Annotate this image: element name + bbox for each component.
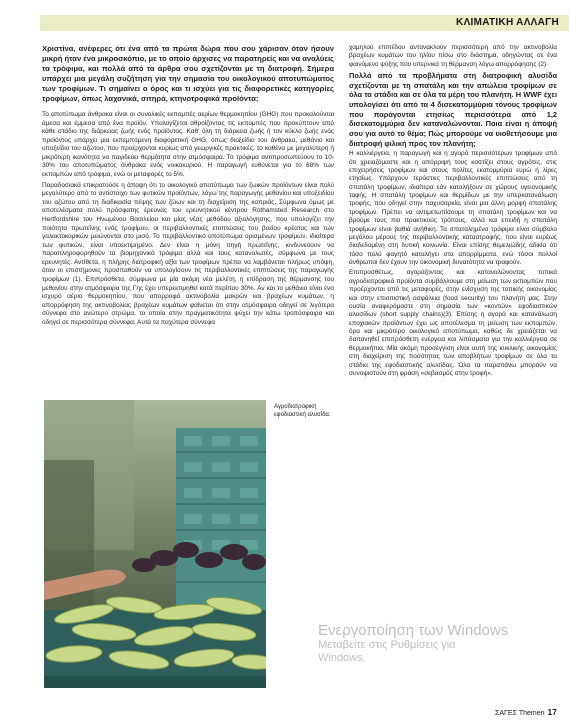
section-title: ΚΛΙΜΑΤΙΚΗ ΑΛΛΑΓΗ [456,17,559,28]
intro-question: Χριστίνα, ανέφερες ότι ένα από τα πρώτα δώρα που σου χάρισαν όταν ήσουν μικρή ήταν ένα μικροσκόπιο, με το οποίο άρχισες να παρατηρείς και να αναλύεις τα τρόφιμα, και πολλά από τα άρθρα σου σχετίζονται με τη διατροφή. Σήμερα υπάρχει μια μεγάλη συζήτηση για την σημασία του οικολογικού αποτυπώματος των τροφίμων. Τι σημαίνει ο όρος και τι ισχύει για τις διαφορετικές κατηγορίες τροφίμων, όπως λαχανικά, σιτηρά, κτηνοτροφικά προϊόντα; [42,44,334,104]
interview-question-intro [42,44,334,106]
left-column-body [42,111,334,329]
body-paragraph: Επιπροσθέτως, αγοράζοντας και καταναλώνοντας τοπικά αγροδιατροφικά προϊόντα συμβάλλουμε στη μείωση των εκπομπών που προέρχονται από τις μεταφορές, στην ενίσχυση της τοπικής οικονομίας και στην επισιτιστική ασφάλεια (food security) του πλανήτη μας. Στην ουσία αναφερόμαστε στη σημασία των «κοντών» εφοδιαστικών αλυσίδων (short supply chains)(3). Επίσης η αγορά και κατανάλωση εποχιακών προϊόντων έχει ως αποτέλεσμα τη μείωση των εκπομπών, όρα και μικρότερο οικολογικό αποτύπωμα, καθώς δε χρειάζεται να δαπανηθεί επιπρόσθετη ενέργεια και λιπάσματα για την καλλιέργεια σε θερμοκήπια. Μία ακόμη προσέγγιση είναι αυτή της κυκλικής οικονομίας στη διαχείριση της ποσότητας των αποβλήτων τροφίμων σε όλα τα στάδια της εφοδιαστικής αλυσίδας. Όλα τα παραπάνω μπορούν να συνοψιστούν στη φράση «σεβασμός στην τροφή». [349,269,557,377]
watermark-line: Μεταβείτε στις Ρυθμίσεις για [318,639,456,652]
body-paragraph: Το αποτύπωμα άνθρακα είναι οι συνολικές εκπομπές αερίων θερμοκηπίου (GHG) που προκαλούνται άμεσα και έμμεσα από ένα προϊόν. Υπολογίζεται αθροίζοντας τις εκπομπές που προκύπτουν από κάθε στάδιο της διάρκειας ζωής ενός προϊόντος. Καθ' όλη τη διάρκεια ζωής ή τον κύκλο ζωής ενός προϊόντος υπάρχει μια εκπεμπόμενη διαφορετική GHG, όπως διοξείδιο του άνθρακα, μεθάνιο και υποξείδιο του αζώτου, που προέρχονται κυρίως από γεωργικές πρακτικές, το καθένα με μεγαλύτερη ή μικρότερη ικανότητα να παγιδεύει θερμότητα στην ατμόσφαιρα. Τα τρόφιμα αντιπροσωπεύουν το 10-30% του αποτυπώματος άνθρακα ενός νοικοκυριού. Η παραγωγή ευθύνεται για το 68% των εκπομπών από τρόφιμα, ενώ οι μεταφορές το 5%. [42,111,334,179]
section-header-bar [40,15,569,31]
body-paragraph: Παραδοσιακά επικρατούσε η άποψη ότι το οικολογικό αποτύπωμα των ζωικών προϊόντων είναι πολύ μεγαλύτερο από το αντίστοιχο των φυτικών προϊόντων, λόγω της παραγωγής μεθανίου και υποξειδίου του αζώτου από τη διαδικασία πέψης των ζώων και τη διαχείριση της κοπριάς. Σύμφωνα όμως με αποτελέσματα πολύ πρόσφατης έρευνας του ερευνητικού κέντρου Rothamsted Research στο Hertfordshire του Ηνωμένου Βασιλείου και μίας νέας μεθόδου αξιολόγησης, που υπολογίζει την ποιότητα πρωτεΐνης ενός τροφίμου, οι περιβαλλοντικές επιπτώσεις του βοείου κρέατος και των γαλακτοκομικών μειώνονται στο μισό. Το περιβαλλοντικό αποτύπωμα ορισμένων τροφίμων, ιδιαίτερα των φυτικών, είναι υποεκτιμημένο. Δεν είναι η μόνη πηγή πρωτεΐνης, κινδυνεύουν να παραπληροφορηθούν τα βιομηχανικά τρόφιμα αλλά και τους καταναλωτές, σύμφωνα με τους ερευνητές. Αντίθετα, η πλήρης διατροφική αξία των τροφίμων πρέπει να λαμβάνεται πλήρως υπόψη, όταν οι επιστήμονες προσπαθούν να υπολογίσουν τις περιβαλλοντικές επιπτώσεις της παραγωγής τροφίμων (1). Επιπρόσθετα, σύμφωνα με μία ακόμη νέα μελέτη, η επίδραση της θέρμανσης του μεθανίου στην ατμόσφαιρα της Γης έχει υπερεκτιμηθεί κατά περίπου 30%. Αν και το μεθάνιο είναι ένα ισχυρό αέριο θερμοκηπίου, που απορροφά ακτινοβολία μακρών και βραχέων κυμάτων, η απορρόφηση της ακτινοβολίας βραχέων κυμάτων φαίνεται ότι στην ατμόσφαιρα οδηγεί σε λιγότερα σύννεφα στο ανώτερο στρώμα, τα οποία στην πραγματικότητα ψύχει την κάτω τροπόσφαιρα και οδηγεί σε περισσότερα σύννεφα. Αυτά τα παχύτερα σύννεφα [42,181,334,326]
publication-name: ΣΑΓΕΣ Themen [495,710,545,717]
page-number: 17 [547,707,557,717]
right-column-body [349,44,557,380]
windows-activation-watermark [318,622,569,665]
body-paragraph: Η καλλιέργεια, η παραγωγή και η αγορά περισσότερων τροφίμων από ότι χρειαζόμαστε και η απόρριψή τους κοστίζει στους αγρότες, στις επιχειρήσεις τροφίμων και στους πολίτες εκατομμύρια ευρώ ή λίρες ετησίως. Υπάρχουν τεράστιες περιβαλλοντικές επιπτώσεις από τη σπατάλη τροφίμων, ιδιαίτερα εάν καταλήξουν σε χώρους υγειονομικής ταφής. Η σπατάλη τροφίμων και θερμίδων με την υπερκατανάλωση τροφής, που οδηγεί στην παχυσαρκία, είναι μια άλλη μορφή σπατάλης τροφίμων. Πρέπει να αντιμετωπίσουμε τη σπατάλη τροφίμων και να βρούμε τους πιο πρακτικούς τρόπους, αλλά και επειδή η σπατάλη τροφίμων είναι βαθιά ανήθικη. Τα σπαταλημένα τρόφιμα είναι σύμβολο μεγάλου μέρους της περιβαλλοντικής καταστροφής, που είναι ευρέως διαδεδομένη στη δυτική κοινωνία. Είναι επίσης θεμελιώδης αδικία ότι τόσο πολύ φαγητό καταλήγει στα απορρίμματα, ενώ τόσοι πολλοί άνθρωποι δεν έχουν την οικονομική δυνατότητα να τραφούν. [349,150,557,266]
watermark-line: Ενεργοποίηση των Windows [318,622,509,639]
market-vegetables-photo [44,400,266,688]
body-paragraph: χαμηλού επιπέδου αντανακλούν περισσότερη από την ακτινοβολία βραχέων κυμάτων του ηλίου πίσω στο διάστημα, οδηγώντας σε ένα φαινόμενο ψύξης που υπερνικά τη θέρμανση λόγω απορρόφησης (2). [349,44,557,68]
page-footer [495,707,557,717]
watermark-line: Windows. [318,651,366,664]
interview-question: Πολλά από τα προβλήματα στη διατροφική αλυσίδα σχετίζονται με τη σπατάλη και την απώλεια τροφίμων σε όλα τα στάδια και σε όλα τα μέρη του πλανήτη. Η WWF έχει υπολογίσει ότι από τα 4 δισεκατομμύρια τόνους τροφίμων που παράγονται ετησίως περισσότερα από 1,2 δισεκατομμύρια δεν καταναλώνονται. Ποια είναι η άποψή σου για αυτό το θέμα; Πώς μπορούμε να υιοθετήσουμε μια διατροφή φιλική προς τον πλανήτη; [349,71,557,148]
photo-caption: Αγροδιατροφική εφοδιαστική αλυσίδα. [274,404,331,418]
